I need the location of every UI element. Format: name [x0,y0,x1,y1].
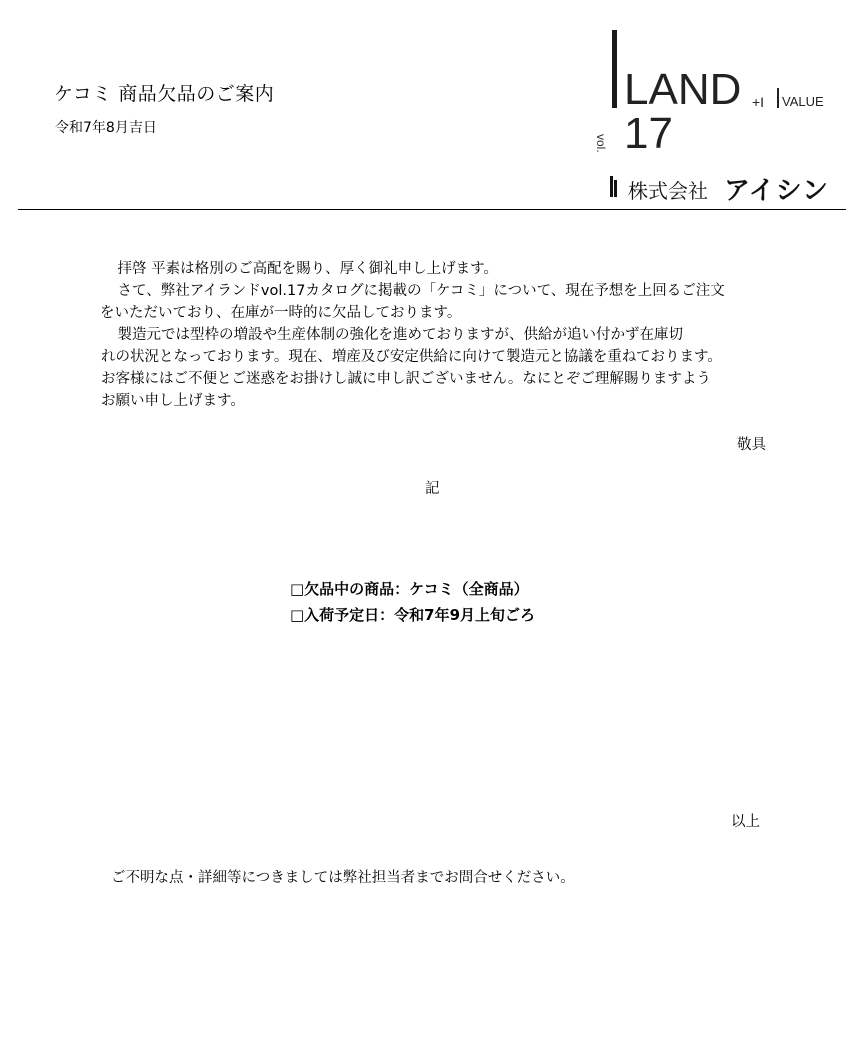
logo-value-text: VALUE [782,94,824,109]
logo-value-bar [777,88,779,108]
body-line: れの状況となっております。現在、増産及び安定供給に向けて製造元と協議を重ねております。 [101,349,722,365]
closing-ijo: 以上 [731,814,760,830]
logo-i-bar [612,30,617,108]
logo-vol-text: vol. [594,134,608,153]
ki-heading: 記 [425,481,440,497]
company-mark-icon [610,176,618,197]
logo-plus-text: +I [752,94,765,110]
body-line: さて、弊社アイランドvol.17カタログに掲載の「ケコミ」について、現在予想を上回るご注文 [103,283,725,299]
letter-body [100,258,783,412]
company-name: 株式会社 [628,179,708,203]
item-out-of-stock: □欠品中の商品：ケコミ（全商品） [290,580,529,598]
contact-note: ご不明な点・詳細等につきましては弊社担当者までお問合せください。 [111,870,575,886]
company-brand: アイシン [724,176,830,206]
body-line: 製造元では型枠の増設や生産体制の強化を進めておりますが、供給が追い付かず在庫切 [103,327,683,343]
logo-volume-number: 17 [624,109,673,158]
item-arrival-date: □入荷予定日：令和7年9月上旬ごろ [290,606,536,624]
body-line: をいただいており、在庫が一時的に欠品しております。 [100,305,462,321]
logo-land-text: LAND [624,65,742,114]
issue-date: 令和7年8月吉日 [55,120,157,136]
header-divider [18,209,846,210]
body-line: お客様にはご不便とご迷惑をお掛けし誠に申し訳ございません。なにとぞご理解賜りますよう [101,371,711,387]
closing-keigu: 敬具 [737,437,766,453]
page-title: ケコミ 商品欠品のご案内 [54,83,275,105]
body-line: お願い申し上げます。 [101,393,245,409]
body-line: 拝啓 平素は格別のご高配を賜り、厚く御礼申し上げます。 [103,261,498,277]
notice-items [290,576,535,628]
